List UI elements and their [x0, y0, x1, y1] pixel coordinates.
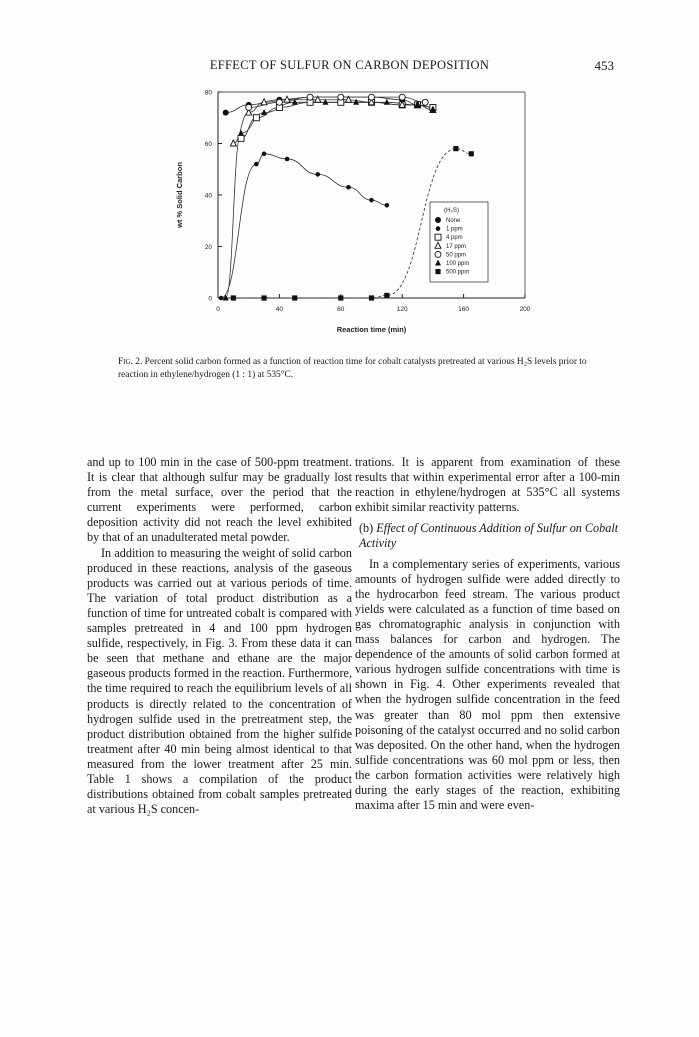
section-heading-text: Effect of Continuous Addition of Sulfur on Cobalt Activity — [359, 521, 619, 551]
legend-marker — [435, 251, 441, 257]
legend-entry: 100 ppm — [446, 261, 470, 267]
section-heading — [355, 521, 620, 551]
data-point — [254, 162, 259, 167]
data-point — [384, 99, 390, 105]
data-point — [369, 295, 374, 300]
y-tick-label: 20 — [204, 244, 212, 251]
data-point — [292, 295, 297, 300]
legend-marker — [436, 226, 441, 231]
data-point — [231, 295, 236, 300]
data-point — [399, 94, 405, 100]
legend-entry: 17 ppm — [446, 243, 467, 250]
data-point — [338, 295, 343, 300]
data-point — [469, 151, 474, 156]
series-line — [221, 154, 387, 298]
data-point — [315, 172, 320, 177]
body-paragraph: In a complementary series of experiments, various amounts of hydrogen sulfide were added directly to the hydrocarbon feed stream. The various product yields were calculated as a function of time based on gas chromatographic analysis in conjunction with mass balances for carbon and hydrogen. The dependence of the amounts of solid carbon formed at various hydrogen sulfide concentrations with time is shown in Fig. 4. Other experiments revealed that when the hydrogen sulfide concentration in the feed was greater than 80 mol ppm then extensive poisoning of the catalyst occurred and no solid carbon was deposited. On the other hand, when the hydrogen sulfide concentrations was 60 mol ppm or less, then the carbon formation activities were relatively high during the early stages of the reaction, exhibiting maxima after 15 min and were even- — [355, 556, 620, 813]
data-point — [262, 152, 267, 157]
body-paragraph: and up to 100 min in the case of 500-ppm treatment. It is clear that although sulfur may be gradually lost from the metal surface, over the period that the current experiments were performed, carbon deposition activity did not reach the level exhibited by that of an unadulterated metal powder. — [87, 455, 352, 545]
figure-2-chart — [160, 80, 540, 346]
x-tick-label: 120 — [396, 306, 408, 313]
y-tick-label: 60 — [204, 141, 212, 148]
data-point — [338, 94, 344, 100]
running-header — [0, 58, 699, 76]
data-point — [238, 135, 244, 141]
data-point — [285, 157, 290, 162]
data-point — [223, 110, 229, 116]
figure-label: Fig. 2. — [118, 357, 143, 367]
figure-caption-text: Percent solid carbon formed as a function of reaction time for cobalt catalysts pretreated at various H₂S levels prior to reaction in ethylene/hydrogen (1 : 1) at 535°C. — [118, 357, 587, 380]
series-line — [226, 102, 433, 298]
x-axis-label: Reaction time (min) — [336, 325, 407, 334]
legend-entry: 500 ppm — [446, 269, 470, 276]
data-point — [346, 185, 351, 190]
data-point — [253, 115, 259, 121]
y-tick-label: 80 — [204, 89, 212, 97]
data-point — [246, 104, 252, 110]
data-point — [453, 146, 458, 151]
x-tick-label: 0 — [216, 306, 220, 313]
x-tick-label: 160 — [458, 306, 470, 313]
x-tick-label: 80 — [337, 306, 345, 313]
data-point — [307, 94, 313, 100]
data-point — [276, 99, 282, 105]
section-number: (b) — [359, 521, 374, 536]
data-point — [385, 203, 390, 208]
figure-caption — [118, 356, 588, 382]
legend-entry: None — [446, 218, 461, 224]
legend-marker — [435, 269, 440, 274]
body-paragraph: trations. It is apparent from examination of these results that within experimental error after a 100-min reaction in ethylene/hydrogen at 535°C all systems exhibit similar reactivity patterns. — [355, 455, 620, 515]
data-point — [422, 99, 428, 105]
data-point — [369, 94, 375, 100]
legend-marker — [435, 217, 441, 223]
data-point — [261, 109, 267, 115]
data-point — [369, 198, 374, 203]
y-axis-label: wt % Solid Carbon — [175, 162, 184, 228]
legend-marker — [435, 234, 441, 240]
left-column — [87, 455, 352, 817]
legend-entry: 4 ppm — [446, 235, 463, 242]
right-column — [355, 455, 620, 813]
y-tick-label: 0 — [208, 295, 212, 303]
page-number: 453 — [594, 58, 614, 73]
legend-entry: 1 ppm — [446, 226, 463, 233]
x-tick-label: 40 — [275, 306, 284, 313]
body-paragraph: In addition to measuring the weight of solid carbon produced in these reactions, analysis of the gaseous products was carried out at various periods of time. The variation of total product distribution as a function of time for untreated cobalt is compared with samples pretreated in 4 and 100 ppm hydrogen sulfide, respectively, in Fig. 3. From these data it can be seen that methane and ethane are the major gaseous products formed in the reaction. Furthermore, the time required to reach the equilibrium levels of all products is directly related to the concentration of hydrogen sulfide used in the pretreatment step, the product distribution obtained from the higher sulfide treatment after 40 min being almost identical to that measured from the lower treatment after 25 min. Table 1 shows a compilation of the product distributions obtained from cobalt samples pretreated at various H₂S concen- — [87, 545, 352, 817]
data-point — [261, 295, 266, 300]
data-point — [384, 293, 389, 298]
y-tick-label: 40 — [204, 192, 212, 200]
x-tick-label: 200 — [519, 306, 531, 313]
legend-entry: 50 ppm — [446, 252, 467, 259]
data-point — [219, 296, 224, 301]
legend-title: (H₂S) — [444, 207, 460, 214]
chart-legend — [430, 202, 488, 282]
running-title: EFFECT OF SULFUR ON CARBON DEPOSITION — [209, 58, 490, 72]
